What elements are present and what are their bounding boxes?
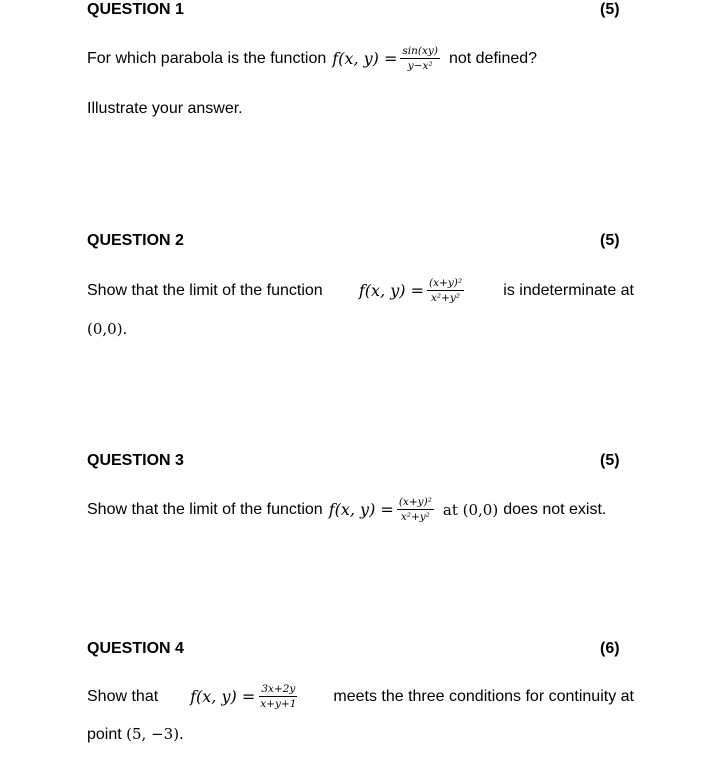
question-3-numerator: (x+y)² <box>398 496 432 508</box>
question-3-text-after: does not exist. <box>503 500 607 518</box>
question-1-marks: (5) <box>600 1 620 18</box>
question-3-denominator: x²+y² <box>400 511 430 523</box>
question-4-point-label: point <box>87 726 122 743</box>
question-2-point: (0,0). <box>87 320 128 338</box>
question-2-body <box>87 277 634 304</box>
question-4-function: f(x, y) = <box>190 686 256 706</box>
question-2-marks: (5) <box>600 232 620 249</box>
question-4-numerator: 3x+2y <box>261 683 296 695</box>
question-4-point: (5, −3). <box>126 725 184 743</box>
question-4-text-after: meets the three conditions for continuity at <box>333 687 634 705</box>
question-2-title: QUESTION 2 <box>87 232 184 249</box>
question-4-line-2 <box>87 725 184 744</box>
question-4-body <box>87 683 634 710</box>
question-3-function: f(x, y) = <box>328 499 394 519</box>
question-1-line-1 <box>87 45 634 72</box>
question-2-numerator: (x+y)² <box>429 277 463 289</box>
question-1-title: QUESTION 1 <box>87 1 184 18</box>
question-3-point: at (0,0) <box>442 500 499 519</box>
question-2-line-1 <box>87 277 634 304</box>
question-4-text-before: Show that <box>87 687 159 705</box>
question-3-title: QUESTION 3 <box>87 452 184 469</box>
question-3-fraction <box>397 496 434 523</box>
question-2-text-before: Show that the limit of the function <box>87 281 323 299</box>
question-3-marks: (5) <box>600 452 620 469</box>
question-2-text-after: is indeterminate at <box>503 281 634 299</box>
question-2-fraction <box>427 277 464 304</box>
question-1-numerator: sin(xy) <box>402 45 438 57</box>
question-1-function: f(x, y) = <box>332 48 398 68</box>
question-1-text-before: For which parabola is the function <box>87 49 327 67</box>
question-4-line-1 <box>87 683 634 710</box>
question-4-title: QUESTION 4 <box>87 640 184 657</box>
question-1-denominator: y−x² <box>407 60 433 72</box>
question-1-text-after: not defined? <box>448 49 538 67</box>
question-4-denominator: x+y+1 <box>260 698 297 710</box>
question-3-text-before: Show that the limit of the function <box>87 500 323 518</box>
question-2-denominator: x²+y² <box>431 292 461 304</box>
question-3-line-1 <box>87 496 634 523</box>
question-1-fraction <box>400 45 440 72</box>
question-1-instruction: Illustrate your answer. <box>87 100 243 117</box>
question-3-body <box>87 496 634 523</box>
question-4-marks: (6) <box>600 640 620 657</box>
question-1-body <box>87 45 634 72</box>
question-4-fraction <box>258 683 298 710</box>
question-2-function: f(x, y) = <box>358 280 425 300</box>
